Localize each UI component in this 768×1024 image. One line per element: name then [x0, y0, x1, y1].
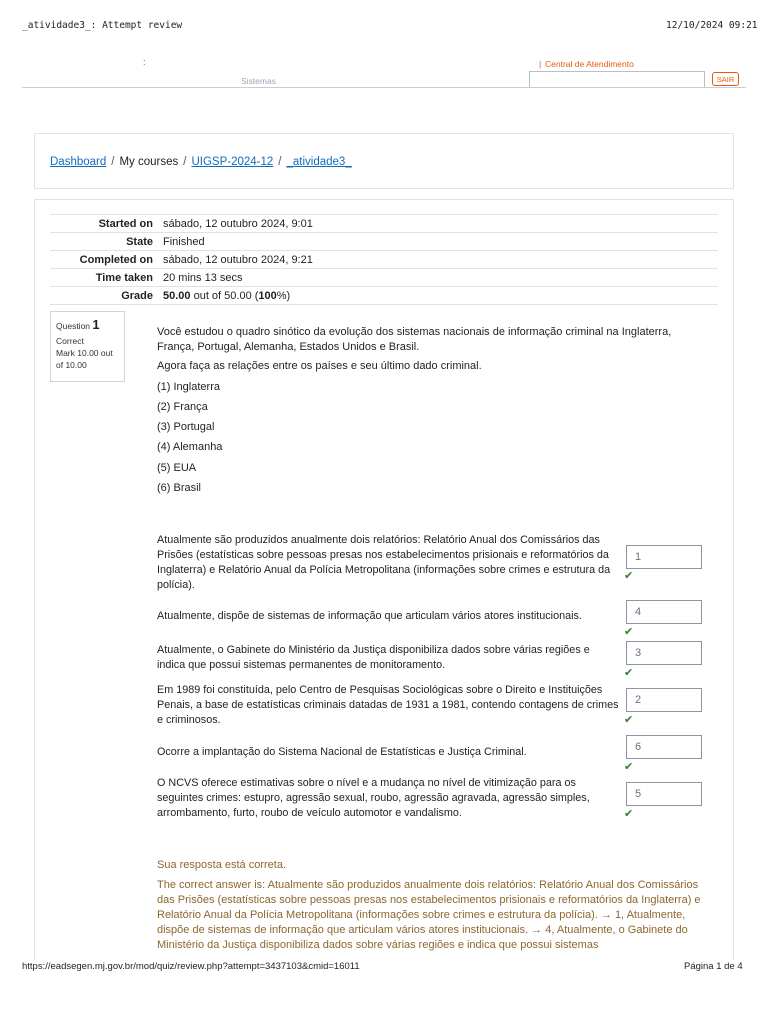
answer-select[interactable]: 2: [626, 688, 702, 712]
topbar-divider: |: [539, 59, 542, 69]
summary-value: Finished: [158, 233, 718, 251]
print-datetime: 12/10/2024 09:21: [666, 20, 758, 31]
match-prompt: O NCVS oferece estimativas sobre o nível e a mudança no nível de vitimização para os seguintes crimes: estupro, agressão sexual, roubo, agressão agravada, agressão simples, arrombamento, furto, roubo de veículo automotor e vandalismo.: [157, 777, 590, 819]
question-number: 1: [92, 317, 100, 332]
question-mark: Mark 10.00 out of 10.00: [56, 348, 113, 371]
check-icon: ✔: [624, 570, 634, 582]
option-item: (4) Alemanha: [157, 441, 223, 453]
topbar-divider-line: [22, 87, 746, 88]
summary-row-grade: [50, 287, 718, 305]
option-item: (3) Portugal: [157, 421, 215, 433]
check-icon: ✔: [624, 761, 634, 773]
grade-end: %): [276, 289, 291, 302]
summary-label: State: [50, 233, 158, 251]
answer-select[interactable]: 3: [626, 641, 702, 665]
question-info-box: [50, 311, 125, 382]
grade-out-of: out of 50.00 (: [190, 289, 259, 302]
summary-row-time: [50, 269, 718, 287]
search-input[interactable]: [529, 71, 705, 88]
match-prompt: Em 1989 foi constituída, pelo Centro de Pesquisas Sociológicas sobre o Direito e Instituições Penais, a base de estatísticas criminais datadas de 1931 a 1981, contendo contagens de crimes e criminosos.: [157, 684, 619, 726]
print-title: _atividade3_: Attempt review: [22, 20, 183, 31]
central-atendimento-link[interactable]: Central de Atendimento: [545, 59, 634, 69]
summary-label: Time taken: [50, 269, 158, 287]
question-label: Question: [56, 321, 91, 331]
question-intro: Você estudou o quadro sinótico da evolução dos sistemas nacionais de informação criminal na Inglaterra, França, Portugal, Alemanha, Estados Unidos e Brasil.: [157, 326, 672, 353]
match-prompt: Ocorre a implantação do Sistema Nacional de Estatísticas e Justiça Criminal.: [157, 746, 527, 758]
option-item: (6) Brasil: [157, 482, 202, 494]
check-icon: ✔: [624, 714, 634, 726]
footer-page-number: Página 1 de 4: [684, 961, 743, 972]
sistemas-link[interactable]: Sistemas: [241, 76, 276, 86]
summary-row-completed: [50, 251, 718, 269]
summary-row-started: [50, 215, 718, 233]
answer-select[interactable]: 4: [626, 600, 702, 624]
question-instruction: Agora faça as relações entre os países e seu último dado criminal.: [157, 360, 482, 372]
right-answer-clip: [155, 878, 705, 951]
option-item: (5) EUA: [157, 462, 197, 474]
summary-value: sábado, 12 outubro 2024, 9:01: [158, 215, 718, 233]
grade-score: 50.00: [163, 289, 191, 302]
check-icon: ✔: [624, 667, 634, 679]
topbar-colon: :: [143, 57, 146, 67]
breadcrumb-activity[interactable]: _atividade3_: [286, 156, 352, 168]
summary-value: sábado, 12 outubro 2024, 9:21: [158, 251, 718, 269]
breadcrumb-separator: /: [111, 156, 115, 168]
option-item: (1) Inglaterra: [157, 381, 220, 393]
check-icon: ✔: [624, 808, 634, 820]
breadcrumb-card: [34, 133, 734, 189]
answer-select[interactable]: 6: [626, 735, 702, 759]
breadcrumb-my-courses[interactable]: My courses: [119, 156, 179, 168]
question-status: Correct: [56, 335, 84, 346]
summary-grade-value: [158, 287, 718, 305]
match-prompt: Atualmente, o Gabinete do Ministério da Justiça disponibiliza dados sobre várias regiões e indica que possui sistemas permanentes de monitoramento.: [157, 644, 590, 671]
breadcrumb-separator: /: [278, 156, 282, 168]
logout-button[interactable]: SAIR: [712, 72, 739, 86]
breadcrumb-separator: /: [183, 156, 187, 168]
answer-select[interactable]: 1: [626, 545, 702, 569]
summary-label: Started on: [50, 215, 158, 233]
breadcrumb-dashboard[interactable]: Dashboard: [50, 156, 107, 168]
summary-row-state: [50, 233, 718, 251]
footer-url: https://eadsegen.mj.gov.br/mod/quiz/review.php?attempt=3437103&cmid=16011: [22, 961, 360, 972]
summary-label: Grade: [50, 287, 158, 305]
option-item: (2) França: [157, 401, 208, 413]
summary-value: 20 mins 13 secs: [158, 269, 718, 287]
grade-percent: 100: [258, 289, 277, 302]
check-icon: ✔: [624, 626, 634, 638]
summary-label: Completed on: [50, 251, 158, 269]
attempt-summary-table: [50, 214, 718, 305]
breadcrumb-course[interactable]: UIGSP-2024-12: [191, 156, 274, 168]
breadcrumb: [50, 156, 352, 168]
match-prompt: Atualmente são produzidos anualmente dois relatórios: Relatório Anual dos Comissários das Prisões (estatísticas sobre pessoas presas nos estabelecimentos prisionais e reformatórios da Inglaterra) e Relatório Anual da Polícia Metropolitana (informações sobre crimes e estrutura da polícia).: [157, 534, 611, 591]
answer-select[interactable]: 5: [626, 782, 702, 806]
general-feedback: Sua resposta está correta.: [157, 859, 287, 871]
match-prompt: Atualmente, dispõe de sistemas de informação que articulam vários atores institucionais.: [157, 610, 582, 622]
right-answer: The correct answer is: Atualmente são produzidos anualmente dois relatórios: Relatório Anual dos Comissários das Prisões (estatísticas sobre pessoas presas nos estabelecimentos prisionais e reformatórios da Inglaterra) e Relatório Anual da Polícia Metropolitana (informações sobre crimes e estrutura da polícia). → 1, Atualmente, dispõe de sistemas de informação que articulam vários atores institucionais. → 4, Atualmente, o Gabinete do Ministério da Justiça disponibiliza dados sobre várias regiões e indica que possui sistemas: [157, 879, 701, 951]
